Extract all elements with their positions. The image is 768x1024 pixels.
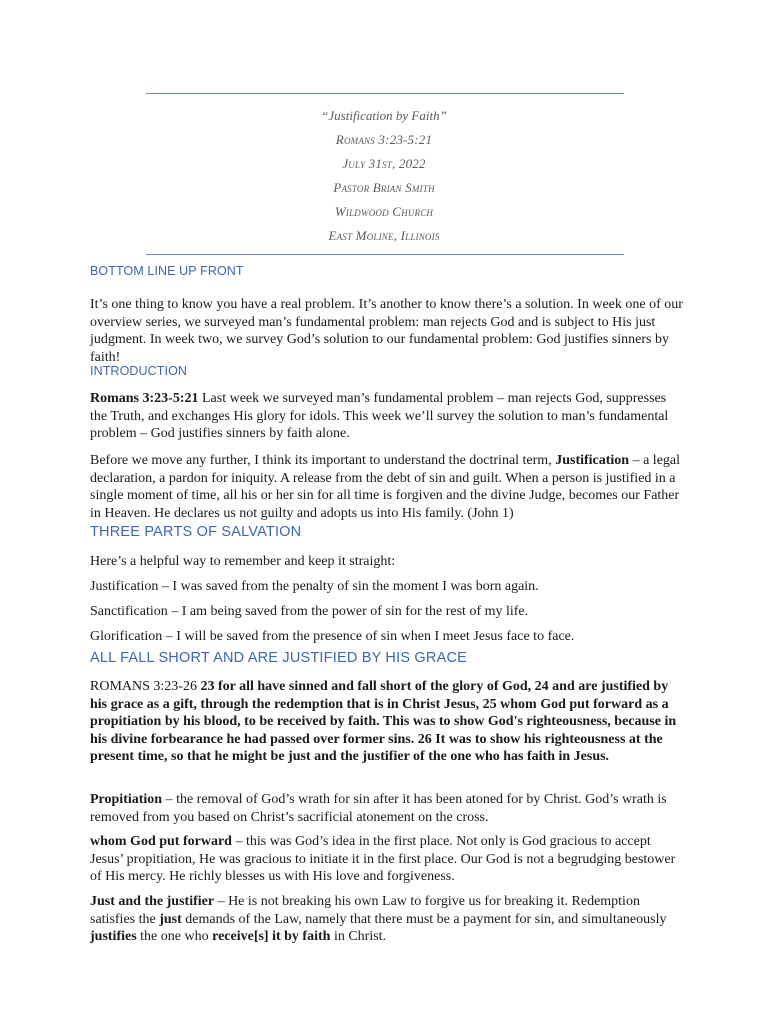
justification-term: Justification [555, 453, 630, 468]
justifies-word: justifies [90, 929, 137, 944]
sermon-title-block [90, 104, 678, 248]
parts-intro: Here’s a helpful way to remember and keep it straight: [90, 554, 396, 569]
just-word: just [159, 911, 182, 927]
church-location: East Moline, Illinois [328, 228, 440, 243]
pastor-name: Pastor Brian Smith [333, 180, 435, 195]
bluf-heading: BOTTOM LINE UP FRONT [90, 264, 244, 278]
justification-lead: Before we move any further, I think its important to understand the doctrinal term, [90, 453, 556, 468]
justification-paragraph [90, 452, 684, 522]
just-text-4: in Christ. [330, 929, 387, 944]
church-name: Wildwood Church [334, 204, 434, 219]
romans-passage [90, 678, 684, 766]
part-sanctification: Sanctification – I am being saved from the power of sin for the rest of my life. [90, 604, 529, 619]
part-glorification: Glorification – I will be saved from the presence of sin when I meet Jesus face to face. [90, 629, 575, 644]
just-justifier-paragraph [90, 893, 684, 946]
just-text-3: the one who [136, 929, 213, 944]
part-justification: Justification – I was saved from the penalty of sin the moment I was born again. [90, 579, 539, 594]
intro-paragraph [90, 390, 684, 443]
god-put-forward-term: whom God put forward [90, 834, 232, 849]
grace-heading: ALL FALL SHORT AND ARE JUSTIFIED BY HIS GRACE [90, 650, 467, 666]
justification-definition: – a legal declaration, a pardon for iniquity. A release from the debt of sin and guilt. When a person is justified in a single moment of time, all his or her sin for all time is forgiven and the divine Judge, becomes our Father in Heaven. He declares us not guilty and adopts us into His family. (John 1) [90, 453, 681, 521]
scripture-reference: Romans 3:23-5:21 [335, 132, 433, 147]
sermon-title: “Justification by Faith” [321, 108, 447, 123]
propitiation-paragraph [90, 791, 684, 826]
top-divider [146, 93, 624, 94]
intro-heading: INTRODUCTION [90, 364, 188, 378]
intro-text: Last week we surveyed man’s fundamental problem – man rejects God, suppresses the Truth, and exchanges His glory for idols. This week we’ll survey the solution to man’s fundamental problem – God justifies sinners by faith alone. [90, 391, 669, 441]
parts-heading: THREE PARTS OF SALVATION [90, 524, 302, 540]
sermon-date: July 31st, 2022 [342, 156, 426, 171]
propitiation-definition: – the removal of God’s wrath for sin after it has been atoned for by Christ. God’s wrath is removed from you based on Christ’s sacrificial atonement on the cross. [90, 792, 667, 825]
bluf-paragraph: It’s one thing to know you have a real problem. It’s another to know there’s a solution. In week one of our overview series, we surveyed man’s fundamental problem: man rejects God and is subject to His just judgment. In week two, we survey God’s solution to our fundamental problem: God justifies sinners by faith! [90, 297, 683, 365]
propitiation-term: Propitiation [90, 792, 163, 807]
passage-reference: ROMANS 3:23-26 [90, 679, 201, 694]
god-put-forward-paragraph [90, 833, 684, 886]
bottom-divider [146, 254, 624, 255]
passage-text: 23 for all have sinned and fall short of the glory of God, 24 and are justified by his grace as a gift, through the redemption that is in Christ Jesus, 25 whom God put forward as a propitiation by his blood, to be received by faith. This was to show God's righteousness, because in his divine forbearance he had passed over former sins. 26 It was to show his righteousness at the present time, so that he might be just and the justifier of the one who has faith in Jesus. [90, 679, 677, 764]
receive-by-faith: receive[s] it by faith [212, 929, 331, 944]
intro-reference: Romans 3:23-5:21 [90, 391, 199, 406]
just-text-1: – He is not breaking his own Law to forgive us for breaking it. Redemption satisfies the [90, 894, 640, 927]
just-justifier-term: Just and the justifier [90, 894, 215, 909]
just-text-2: demands of the Law, namely that there must be a payment for sin, and simultaneously [181, 911, 667, 927]
god-put-forward-definition: – this was God’s idea in the first place. Not only is God gracious to accept Jesus’ propitiation, He was gracious to initiate it in the first place. Our God is not a begrudging bestower of His mercy. He richly blesses us with His love and forgiveness. [90, 834, 676, 884]
